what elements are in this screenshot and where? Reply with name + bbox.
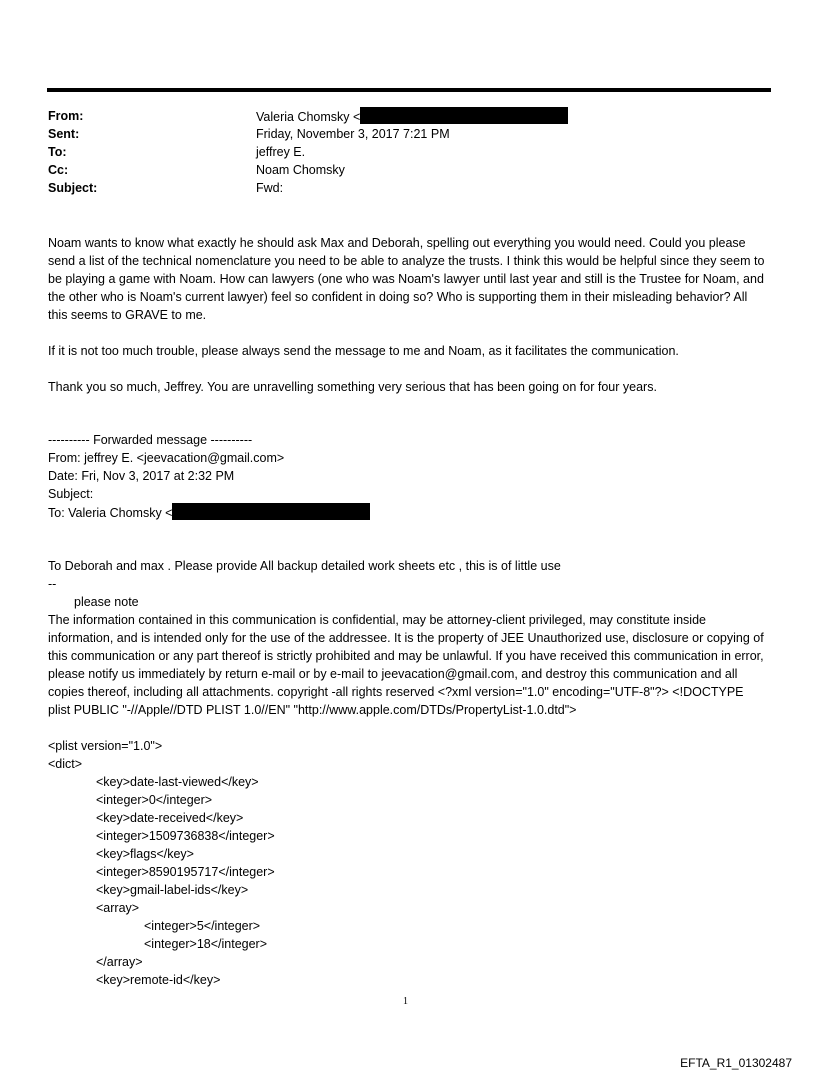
plist-line: <integer>1509736838</integer> (96, 829, 275, 843)
plist-line: <integer>8590195717</integer> (96, 865, 275, 879)
body-paragraph-2: If it is not too much trouble, please always send the message to me and Noam, as it facilitates the communication. (48, 344, 679, 358)
forward-to-text: To: Valeria Chomsky < (48, 506, 173, 520)
forward-from: From: jeffrey E. <jeevacation@gmail.com> (48, 451, 285, 465)
to-label: To: (48, 145, 67, 159)
from-name: Valeria Chomsky < (256, 110, 361, 124)
body-paragraph-3: Thank you so much, Jeffrey. You are unravelling something very serious that has been going on for four years. (48, 380, 657, 394)
forward-subject: Subject: (48, 487, 94, 501)
from-value (256, 107, 568, 126)
forward-message: To Deborah and max . Please provide All backup detailed work sheets etc , this is of little use (48, 559, 561, 573)
from-label: From: (48, 109, 84, 123)
plist-line: <key>date-last-viewed</key> (96, 775, 259, 789)
forward-to (48, 503, 370, 522)
plist-line: <integer>5</integer> (144, 919, 261, 933)
forward-date: Date: Fri, Nov 3, 2017 at 2:32 PM (48, 469, 235, 483)
redaction-box (360, 107, 568, 124)
subject-value: Fwd: (256, 181, 284, 195)
plist-line: <key>date-received</key> (96, 811, 244, 825)
sent-label: Sent: (48, 127, 80, 141)
plist-open: <plist version="1.0"> (48, 739, 163, 753)
please-note: please note (74, 595, 139, 609)
disclaimer: The information contained in this communication is confidential, may be attorney-client privileged, may constitute inside information, and is intended only for the use of the addressee. It is the property of JEE Unauthorized use, disclosure or copying of this communication or any part thereof is strictly prohibited and may be unlawful. If you have received this communication in error, please notify us immediately by return e-mail or by e-mail to jeevacation@gmail.com, and destroy this communication and all copies thereof, including all attachments. copyright -all rights reserved <?xml version="1.0" encoding="UTF-8"?> <!DOCTYPE plist PUBLIC "-//Apple//DTD PLIST 1.0//EN" "http://www.apple.com/DTDs/PropertyList-1.0.dtd"> (48, 613, 764, 717)
bates-number: EFTA_R1_01302487 (680, 1056, 792, 1070)
cc-label: Cc: (48, 163, 69, 177)
forward-divider: ---------- Forwarded message ---------- (48, 433, 253, 447)
cc-value: Noam Chomsky (256, 163, 345, 177)
to-value: jeffrey E. (256, 145, 306, 159)
plist-line: <integer>18</integer> (144, 937, 268, 951)
signature-dash: -- (48, 577, 57, 591)
plist-line: <key>gmail-label-ids</key> (96, 883, 249, 897)
plist-line: <integer>0</integer> (96, 793, 213, 807)
sent-value: Friday, November 3, 2017 7:21 PM (256, 127, 450, 141)
body-paragraph-1: Noam wants to know what exactly he should ask Max and Deborah, spelling out everything you would need. Could you please send a list of the technical nomenclature you need to be able to analyze the trusts. I think this would be helpful since they seem to be playing a game with Noam. How can lawyers (one who was Noam's lawyer until last year and still is the Trustee for Noam, and the other who is Noam's current lawyer) feel so confident in doing so? Who is supporting them in their misleading behavior? All this seems to GRAVE to me. (48, 236, 765, 322)
page-number: 1 (403, 996, 408, 1007)
plist-line: </array> (96, 955, 143, 969)
header-rule (47, 88, 771, 92)
subject-label: Subject: (48, 181, 98, 195)
redaction-box (172, 503, 370, 520)
dict-open: <dict> (48, 757, 83, 771)
plist-line: <key>remote-id</key> (96, 973, 221, 987)
plist-line: <key>flags</key> (96, 847, 194, 861)
plist-line: <array> (96, 901, 140, 915)
